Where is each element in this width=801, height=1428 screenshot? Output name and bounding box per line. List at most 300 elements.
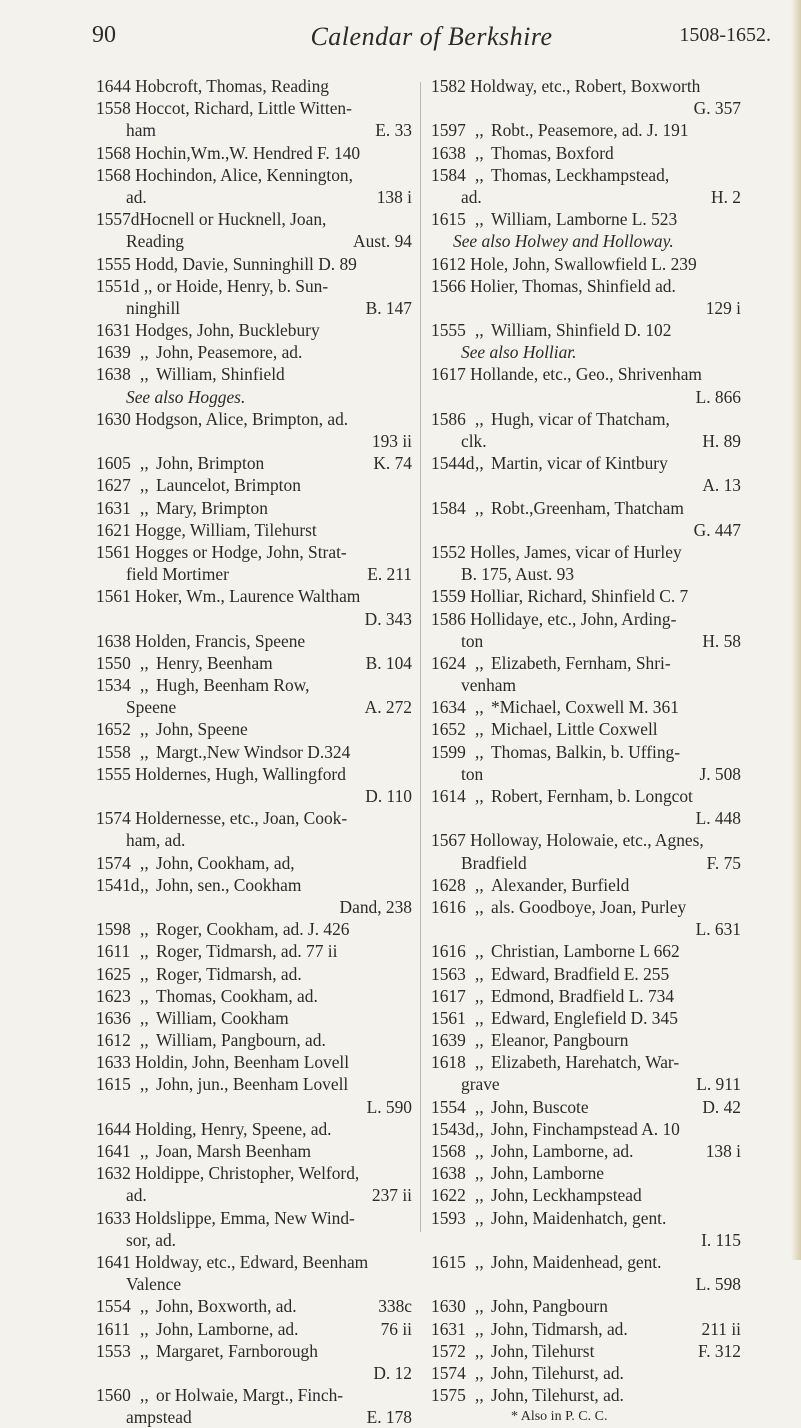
entry-year: 1554: [431, 1096, 466, 1117]
entry-reference: K. 74: [373, 453, 412, 474]
ditto-mark: ,,: [475, 1163, 484, 1184]
entry-line: [431, 852, 741, 874]
entry-line: [96, 785, 412, 807]
entry-text: Thomas, Leckhampstead,: [491, 164, 670, 185]
entry-line: [431, 408, 741, 430]
entry-year: 1625: [96, 963, 131, 984]
entry-text: 1558 Hoccot, Richard, Little Witten-: [96, 98, 352, 119]
entry-year: 1560: [96, 1385, 131, 1406]
entry-year: 1541d: [96, 874, 140, 895]
entry-line: [96, 119, 412, 141]
ditto-mark: ,,: [140, 852, 149, 873]
entry-line: [96, 186, 412, 208]
entry-text: Robt., Peasemore, ad. J. 191: [491, 120, 689, 141]
entry-year: 1611: [96, 941, 131, 962]
entry-text: Roger, Tidmarsh, ad. 77 ii: [156, 941, 338, 962]
entry-text: John, Leckhampstead: [491, 1185, 642, 1206]
entry-line: [96, 763, 412, 785]
continuation-text: ad.: [461, 186, 482, 207]
entry-text: or Holwaie, Margt., Finch-: [156, 1385, 344, 1406]
ditto-mark: ,,: [140, 1074, 149, 1095]
entry-text: John, Tilehurst, ad.: [491, 1362, 624, 1383]
entry-reference: L. 631: [695, 919, 741, 940]
entry-year: 1543d: [431, 1118, 475, 1139]
entry-year: 1575: [431, 1385, 466, 1406]
entry-text: William, Cookham: [156, 1007, 289, 1028]
entry-text: John, Pangbourn: [491, 1296, 608, 1317]
entry-reference: L. 590: [366, 1096, 412, 1117]
entry-text: Edmond, Bradfield L. 734: [491, 985, 675, 1006]
entry-reference: D. 343: [364, 608, 412, 629]
ditto-mark: ,,: [475, 142, 484, 163]
entry-reference: J. 508: [699, 763, 741, 784]
entry-year: 1558: [96, 741, 131, 762]
entry-line: [96, 519, 412, 541]
continuation-text: See also Holwey and Holloway.: [453, 231, 674, 252]
entry-line: [96, 1184, 412, 1206]
entry-year: 1553: [96, 1340, 131, 1361]
entry-text: Elizabeth, Fernham, Shri-: [491, 652, 671, 673]
ditto-mark: ,,: [140, 364, 149, 385]
entry-line: [96, 297, 412, 319]
entry-text: 1644 Holding, Henry, Speene, ad.: [96, 1118, 332, 1139]
continuation-text: B. 175, Aust. 93: [461, 564, 575, 585]
entry-line: [431, 829, 741, 851]
entry-line: [96, 674, 412, 696]
entry-text: Christian, Lamborne L 662: [491, 941, 680, 962]
entry-year: 1555: [431, 320, 466, 341]
entry-reference: H. 58: [702, 630, 741, 651]
entry-text: John, Buscote: [491, 1096, 589, 1117]
entry-year: 1639: [431, 1030, 466, 1051]
entry-year: 1597: [431, 120, 466, 141]
entry-line: [431, 97, 741, 119]
entry-text: Michael, Little Coxwell: [491, 719, 658, 740]
entry-line: [96, 1207, 412, 1229]
ditto-mark: ,,: [475, 164, 484, 185]
ditto-mark: ,,: [475, 1207, 484, 1228]
entry-year: 1638: [96, 364, 131, 385]
entry-line: [431, 1162, 741, 1184]
entry-line: [431, 186, 741, 208]
entry-year: 1622: [431, 1185, 466, 1206]
entry-line: [96, 142, 412, 164]
entry-reference: D. 110: [365, 786, 412, 806]
entry-text: William, Pangbourn, ad.: [156, 1030, 326, 1051]
entry-line: [431, 1406, 741, 1428]
entry-text: 1551d ,, or Hoide, Henry, b. Sun-: [96, 275, 329, 296]
ditto-mark: ,,: [140, 1385, 149, 1406]
ditto-mark: ,,: [475, 1296, 484, 1317]
entry-year: 1563: [431, 963, 466, 984]
entry-line: [96, 940, 412, 962]
ditto-mark: ,,: [140, 1007, 149, 1028]
entry-reference: Dand, 238: [339, 896, 412, 917]
entry-line: [96, 585, 412, 607]
entry-line: [431, 497, 741, 519]
entry-year: 1631: [431, 1318, 466, 1339]
running-title: Calendar of Berkshire: [310, 22, 553, 51]
continuation-text: venham: [461, 675, 517, 696]
entry-text: Robert, Fernham, b. Longcot: [491, 786, 693, 806]
entry-line: [96, 363, 412, 385]
ditto-mark: ,,: [475, 963, 484, 984]
entry-text: John, Lamborne, ad.: [156, 1318, 299, 1339]
entry-line: [431, 963, 741, 985]
entry-line: [96, 896, 412, 918]
entry-text: Thomas, Cookham, ad.: [156, 985, 318, 1006]
entry-text: 1567 Holloway, Holowaie, etc., Agnes,: [431, 830, 704, 851]
entry-text: John, Maidenhead, gent.: [491, 1251, 662, 1272]
entry-text: Joan, Marsh Beenham: [156, 1141, 312, 1161]
continuation-text: ton: [461, 630, 484, 651]
entry-text: 1582 Holdway, etc., Robert, Boxworth: [431, 76, 701, 96]
entry-line: [431, 1362, 741, 1384]
ditto-mark: ,,: [140, 475, 149, 496]
entry-year: 1568: [431, 1141, 466, 1161]
entry-year: 1599: [431, 741, 466, 762]
ditto-mark: ,,: [140, 1340, 149, 1361]
entry-reference: Aust. 94: [353, 231, 412, 252]
ditto-mark: ,,: [140, 652, 149, 673]
entry-text: Edward, Englefield D. 345: [491, 1007, 678, 1028]
entry-line: [96, 541, 412, 563]
entry-line: [96, 164, 412, 186]
entry-year: 1534: [96, 675, 131, 696]
entry-line: [431, 1318, 741, 1340]
ditto-mark: ,,: [475, 1118, 484, 1139]
continuation-text: See also Holliar.: [461, 342, 577, 363]
entry-reference: L. 598: [695, 1274, 741, 1295]
entry-line: [431, 1007, 741, 1029]
entry-line: [431, 1251, 741, 1273]
entry-text: William, Shinfield: [156, 364, 285, 385]
entry-line: [96, 807, 412, 829]
ditto-mark: ,,: [475, 652, 484, 673]
continuation-text: ad.: [126, 1185, 147, 1206]
entry-reference: F. 312: [697, 1340, 741, 1361]
entry-reference: D. 42: [702, 1096, 741, 1117]
continuation-text: ninghill: [126, 297, 181, 318]
entry-reference: A. 13: [702, 475, 741, 496]
ditto-mark: ,,: [475, 1251, 484, 1272]
entry-text: Martin, vicar of Kintbury: [491, 453, 668, 474]
entry-line: [431, 452, 741, 474]
continuation-text: Speene: [126, 697, 177, 718]
ditto-mark: ,,: [475, 1362, 484, 1383]
entry-line: [431, 696, 741, 718]
ditto-mark: ,,: [475, 1385, 484, 1406]
entry-year: 1624: [431, 652, 466, 673]
entry-text: 1559 Holliar, Richard, Shinfield C. 7: [431, 586, 689, 607]
continuation-text: ham, ad.: [126, 830, 186, 851]
entry-line: [431, 1229, 741, 1251]
entry-line: [96, 1295, 412, 1317]
entry-text: 1561 Hoker, Wm., Laurence Waltham: [96, 586, 361, 607]
ditto-mark: ,,: [475, 453, 484, 474]
entry-reference: 193 ii: [371, 431, 412, 451]
entry-line: [96, 630, 412, 652]
entry-year: 1623: [96, 985, 131, 1006]
ditto-mark: ,,: [140, 741, 149, 762]
entry-line: [431, 608, 741, 630]
entry-text: 1630 Hodgson, Alice, Brimpton, ad.: [96, 408, 349, 429]
entry-text: 1644 Hobcroft, Thomas, Reading: [96, 76, 329, 96]
entry-line: [431, 119, 741, 141]
entry-line: [96, 652, 412, 674]
entry-year: 1618: [431, 1052, 466, 1073]
entry-line: [431, 874, 741, 896]
entry-text: 1568 Hochindon, Alice, Kennington,: [96, 164, 353, 185]
entry-year: 1584: [431, 497, 466, 518]
entry-text: John, Cookham, ad,: [156, 852, 295, 873]
entry-reference: A. 272: [364, 697, 412, 718]
ditto-mark: ,,: [140, 919, 149, 940]
entry-year: 1572: [431, 1340, 466, 1361]
entry-reference: H. 2: [711, 186, 741, 207]
entry-line: [431, 1096, 741, 1118]
entry-line: [96, 1096, 412, 1118]
entry-line: [96, 918, 412, 940]
entry-text: als. Goodboye, Joan, Purley: [491, 896, 687, 917]
entry-text: 1633 Holdslippe, Emma, New Wind-: [96, 1207, 355, 1228]
right-column: [431, 75, 741, 1428]
ditto-mark: ,,: [140, 453, 149, 474]
entry-text: Robt.,Greenham, Thatcham: [491, 497, 684, 518]
entry-reference: I. 115: [701, 1229, 741, 1250]
ditto-mark: ,,: [475, 985, 484, 1006]
entry-line: [96, 230, 412, 252]
ditto-mark: ,,: [475, 120, 484, 141]
ditto-mark: ,,: [140, 675, 149, 696]
entry-text: 1641 Holdway, etc., Edward, Beenham: [96, 1251, 369, 1272]
entry-line: [96, 1229, 412, 1251]
entry-line: [96, 208, 412, 230]
entry-line: [96, 1007, 412, 1029]
entry-text: John, Peasemore, ad.: [156, 342, 303, 363]
entry-text: 1586 Hollidaye, etc., John, Arding-: [431, 608, 677, 629]
entry-line: [431, 541, 741, 563]
entry-text: 1617 Hollande, etc., Geo., Shrivenham: [431, 364, 702, 385]
ditto-mark: ,,: [475, 1318, 484, 1339]
continuation-text: ampstead: [126, 1407, 192, 1428]
entry-line: [96, 985, 412, 1007]
entry-year: 1616: [431, 896, 466, 917]
ditto-mark: ,,: [475, 209, 484, 230]
left-column: [96, 75, 412, 1428]
entry-text: Alexander, Burfield: [491, 874, 630, 895]
column-divider: [420, 82, 421, 1232]
entry-line: [431, 75, 741, 97]
entry-line: [96, 963, 412, 985]
entry-text: John, Lamborne: [491, 1163, 605, 1184]
entry-line: [431, 1207, 741, 1229]
page-number: 90: [92, 22, 116, 48]
ditto-mark: ,,: [475, 1141, 484, 1161]
entry-line: [431, 319, 741, 341]
entry-line: [96, 75, 412, 97]
continuation-text: sor, ad.: [126, 1229, 177, 1250]
entry-line: [431, 430, 741, 452]
entry-reference: D. 12: [373, 1362, 412, 1383]
entry-line: [431, 519, 741, 541]
entry-line: [431, 896, 741, 918]
ditto-mark: ,,: [140, 1030, 149, 1051]
entry-year: 1616: [431, 941, 466, 962]
entry-line: [431, 563, 741, 585]
entry-line: [431, 1295, 741, 1317]
entry-reference: 211 ii: [701, 1318, 741, 1339]
ditto-mark: ,,: [475, 1096, 484, 1117]
entry-year: 1593: [431, 1207, 466, 1228]
entry-reference: E. 178: [366, 1407, 412, 1428]
entry-year: 1550: [96, 652, 131, 673]
entry-text: 1632 Holdippe, Christopher, Welford,: [96, 1163, 360, 1184]
entry-reference: H. 89: [702, 431, 741, 451]
entry-reference: B. 147: [365, 297, 412, 318]
entry-text: Margt.,New Windsor D.324: [156, 741, 351, 762]
entry-year: 1628: [431, 874, 466, 895]
entry-reference: G. 357: [693, 98, 741, 119]
continuation-text: Valence: [126, 1274, 182, 1295]
continuation-text: grave: [461, 1074, 500, 1095]
entry-text: 1566 Holier, Thomas, Shinfield ad.: [431, 275, 676, 296]
entry-line: [96, 275, 412, 297]
entry-year: 1561: [431, 1007, 466, 1028]
ditto-mark: ,,: [475, 786, 484, 806]
continuation-text: ham: [126, 120, 156, 141]
ditto-mark: ,,: [140, 1141, 149, 1161]
entry-text: Hugh, Beenham Row,: [156, 675, 310, 696]
continuation-text: Reading: [126, 231, 184, 252]
entry-text: Hugh, vicar of Thatcham,: [491, 408, 670, 429]
entry-line: [96, 253, 412, 275]
entry-line: [96, 1273, 412, 1295]
entry-reference: 129 i: [705, 297, 741, 318]
ditto-mark: ,,: [475, 497, 484, 518]
ditto-mark: ,,: [140, 342, 149, 363]
entry-year: 1574: [96, 852, 131, 873]
ditto-mark: ,,: [475, 408, 484, 429]
entry-text: 1638 Holden, Francis, Speene: [96, 630, 306, 651]
entry-line: [431, 1051, 741, 1073]
ditto-mark: ,,: [475, 719, 484, 740]
continuation-text: ad.: [126, 186, 147, 207]
entry-line: [431, 585, 741, 607]
entry-line: [431, 1029, 741, 1051]
entry-line: [431, 1384, 741, 1406]
entry-year: 1615: [431, 1251, 466, 1272]
entry-text: 1557dHocnell or Hucknell, Joan,: [96, 209, 327, 230]
entry-year: 1652: [431, 719, 466, 740]
entry-line: [96, 874, 412, 896]
continuation-text: field Mortimer: [126, 564, 229, 585]
entry-year: 1634: [431, 697, 466, 718]
entry-line: [96, 1406, 412, 1428]
entry-line: [431, 474, 741, 496]
entry-line: [96, 341, 412, 363]
ditto-mark: ,,: [475, 1340, 484, 1361]
entry-text: William, Shinfield D. 102: [491, 320, 672, 341]
ditto-mark: ,,: [140, 874, 149, 895]
entry-reference: L. 866: [695, 386, 741, 407]
entry-line: [431, 630, 741, 652]
entry-line: [96, 718, 412, 740]
entry-line: [96, 1118, 412, 1140]
entry-text: John, Speene: [156, 719, 248, 740]
entry-text: John, Tidmarsh, ad.: [491, 1318, 628, 1339]
ditto-mark: ,,: [140, 497, 149, 518]
entry-line: [431, 297, 741, 319]
entry-line: [96, 608, 412, 630]
entry-line: [96, 696, 412, 718]
date-range: 1508-1652.: [679, 24, 771, 46]
entry-line: [96, 563, 412, 585]
entry-reference: F. 75: [706, 852, 741, 873]
entry-line: [96, 1140, 412, 1162]
ditto-mark: ,,: [475, 320, 484, 341]
entry-line: [96, 1029, 412, 1051]
entry-line: [96, 408, 412, 430]
entry-text: Eleanor, Pangbourn: [491, 1030, 629, 1051]
entry-year: 1631: [96, 497, 131, 518]
entry-year: 1605: [96, 453, 131, 474]
entry-line: [431, 652, 741, 674]
entry-line: [96, 474, 412, 496]
entry-text: Launcelot, Brimpton: [156, 475, 301, 496]
entry-reference: E. 211: [367, 564, 412, 585]
entry-line: [96, 1251, 412, 1273]
entry-line: [431, 1140, 741, 1162]
entry-line: [96, 319, 412, 341]
entry-reference: 138 i: [376, 186, 412, 207]
entry-text: 1552 Holles, James, vicar of Hurley: [431, 541, 682, 562]
entry-line: [96, 1362, 412, 1384]
entry-line: [431, 718, 741, 740]
entry-text: John, Finchampstead A. 10: [491, 1118, 680, 1139]
entry-year: 1611: [96, 1318, 131, 1339]
continuation-text: * Also in P. C. C.: [511, 1409, 608, 1425]
ditto-mark: ,,: [140, 719, 149, 740]
ditto-mark: ,,: [475, 697, 484, 718]
entry-text: Thomas, Boxford: [491, 142, 614, 163]
entry-text: William, Lamborne L. 523: [491, 209, 678, 230]
entry-reference: L. 448: [695, 808, 741, 829]
continuation-text: See also Hogges.: [126, 386, 246, 407]
entry-text: Thomas, Balkin, b. Uffing-: [491, 741, 681, 762]
entry-text: John, Maidenhatch, gent.: [491, 1207, 667, 1228]
entry-year: 1638: [431, 142, 466, 163]
entry-text: *Michael, Coxwell M. 361: [491, 697, 679, 718]
entry-line: [431, 1073, 741, 1095]
entry-year: 1639: [96, 342, 131, 363]
entry-line: [431, 208, 741, 230]
entry-year: 1652: [96, 719, 131, 740]
entry-text: Roger, Tidmarsh, ad.: [156, 963, 302, 984]
ditto-mark: ,,: [140, 1296, 149, 1317]
entry-line: [96, 852, 412, 874]
ditto-mark: ,,: [475, 1007, 484, 1028]
entry-line: [96, 1384, 412, 1406]
ditto-mark: ,,: [475, 741, 484, 762]
entry-reference: L. 911: [696, 1074, 741, 1095]
entry-line: [96, 1162, 412, 1184]
entry-reference: 138 i: [705, 1141, 741, 1161]
entry-line: [431, 918, 741, 940]
entry-line: [431, 230, 741, 252]
entry-line: [431, 807, 741, 829]
entry-line: [431, 1184, 741, 1206]
